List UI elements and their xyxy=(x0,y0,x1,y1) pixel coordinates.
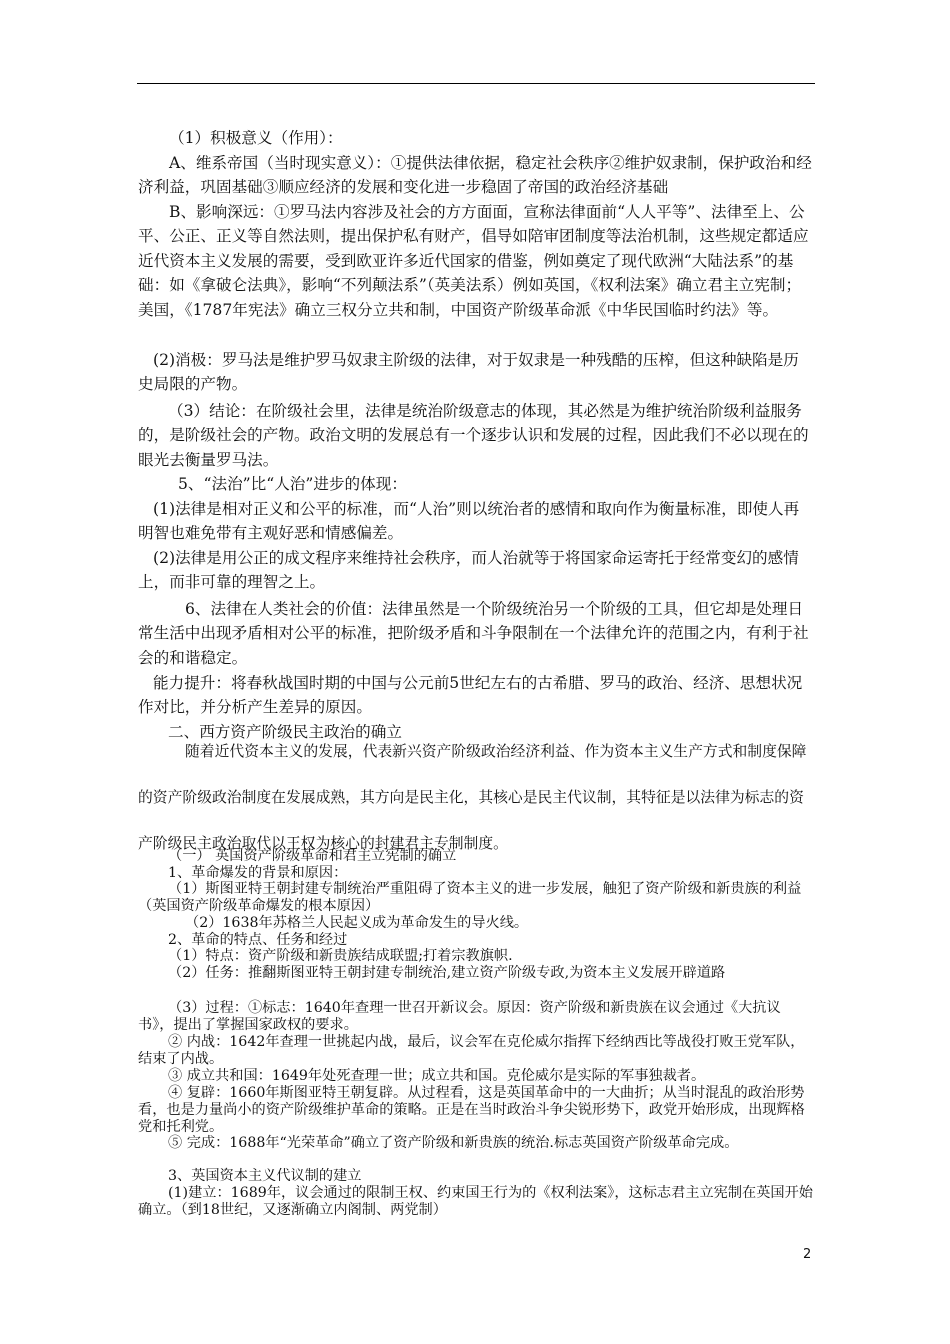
paragraph-21: ② 内战：1642年查理一世挑起内战，最后，议会军在克伦威尔指挥下经纳西比等战役打败王党军队，结束了内战。 xyxy=(138,1034,805,1067)
paragraph-2: A、维系帝国（当时现实意义）：①提供法律依据，稳定社会秩序②维护奴隶制，保护政治和经济利益，巩固基础③顺应经济的发展和变化进一步稳固了帝国的政治经济基础 xyxy=(138,154,812,197)
paragraph-22: ③ 成立共和国：1649年处死查理一世；成立共和国。克伦威尔是实际的军事独裁者。 xyxy=(168,1068,706,1084)
paragraph-8: (2)法律是用公正的成文程序来维持社会秩序，而人治就等于将国家命运寄托于经常变幻的感情上，而非可靠的理智之上。 xyxy=(138,549,799,592)
header-rule xyxy=(137,83,815,84)
paragraph-6: 5、“法治”比“人治”进步的体现： xyxy=(178,475,407,493)
paragraph-24: ⑤ 完成：1688年“光荣革命”确立了资产阶级和新贵族的统治.标志英国资产阶级革命完成。 xyxy=(168,1135,739,1151)
subsection-heading: （一） 英国资产阶级革命和君主立宪制的确立 xyxy=(168,848,457,864)
paragraph-5: （3）结论：在阶级社会里，法律是统治阶级意志的体现，其必然是为维护统治阶级利益服务的，是阶级社会的产物。政治文明的发展总有一个逐步认识和发展的过程，因此我们不必以现在的眼光去衡量罗马法。 xyxy=(138,402,809,469)
paragraph-15: （1）斯图亚特王朝封建专制统治严重阻碍了资本主义的进一步发展，触犯了资产阶级和新贵族的利益（英国资产阶级革命爆发的根本原因） xyxy=(138,881,802,914)
paragraph-17: 2、革命的特点、任务和经过 xyxy=(168,932,348,948)
paragraph-16: （2）1638年苏格兰人民起义成为革命发生的导火线。 xyxy=(185,915,529,931)
paragraph-9: 6、法律在人类社会的价值：法律虽然是一个阶级统治另一个阶级的工具，但它却是处理日常生活中出现矛盾相对公平的标准，把阶级矛盾和斗争限制在一个法律允许的范围之内，有利于社会的和谐稳定。 xyxy=(138,600,809,667)
paragraph-4: (2)消极：罗马法是维护罗马奴隶主阶级的法律，对于奴隶是一种残酷的压榨，但这种缺陷是历史局限的产物。 xyxy=(138,351,799,394)
page-number: 2 xyxy=(803,1247,812,1262)
paragraph-26: (1)建立：1689年，议会通过的限制王权、约束国王行为的《权利法案》，这标志君主立宪制在英国开始确立。（到18世纪，又逐渐确立内阁制、两党制） xyxy=(138,1185,813,1218)
paragraph-1: （1）积极意义（作用）： xyxy=(169,129,343,147)
paragraph-7: (1)法律是相对正义和公平的标准，而“人治”则以统治者的感情和取向作为衡量标准，即使人再明智也难免带有主观好恶和情感偏差。 xyxy=(138,500,800,543)
paragraph-10: 能力提升：将春秋战国时期的中国与公元前5世纪左右的古希腊、罗马的政治、经济、思想状况作对比，并分析产生差异的原因。 xyxy=(138,674,803,717)
paragraph-23: ④ 复辟：1660年斯图亚特王朝复辟。从过程看，这是英国革命中的一大曲折；从当时混乱的政治形势看，也是力量尚小的资产阶级维护革命的策略。正是在当时政治斗争尖锐形势下，政党开始形成，出现辉格党和托利党。 xyxy=(138,1085,805,1135)
paragraph-19: （2）任务：推翻斯图亚特王朝封建专制统治,建立资产阶级专政,为资本主义发展开辟道路 xyxy=(168,965,726,981)
paragraph-20: （3）过程：①标志：1640年查理一世召开新议会。原因：资产阶级和新贵族在议会通过《大抗议书》，提出了掌握国家政权的要求。 xyxy=(138,1000,781,1033)
section-heading: 二、西方资产阶级民主政治的确立 xyxy=(168,723,402,741)
paragraph-18: （1）特点：资产阶级和新贵族结成联盟;打着宗教旗帜. xyxy=(168,948,513,964)
paragraph-3: B、影响深远：①罗马法内容涉及社会的方方面面，宣称法律面前“人人平等”、法律至上、公平、公正、正义等自然法则，提出保护私有财产，倡导如陪审团制度等法治机制，这些规定都适应近代资本主义发展的需要，受到欧亚许多近代国家的借鉴，例如奠定了现代欧洲“大陆法系”的基础：如《拿破仑法典》，影响“不列颠法系”（英美法系）例如英国，《权利法案》确立君主立宪制；美国，《1787年宪法》确立三权分立共和制，中国资产阶级革命派《中华民国临时约法》等。 xyxy=(138,203,809,319)
paragraph-25: 3、英国资本主义代议制的建立 xyxy=(168,1168,362,1184)
paragraph-14: 1、革命爆发的背景和原因： xyxy=(168,865,348,881)
paragraph-12: 随着近代资本主义的发展，代表新兴资产阶级政治经济利益、作为资本主义生产方式和制度保障的资产阶级政治制度在发展成熟，其方向是民主化，其核心是民主代议制，其特征是以法律为标志的资产阶级民主政治取代以王权为核心的封建君主专制制度。 xyxy=(138,743,807,852)
